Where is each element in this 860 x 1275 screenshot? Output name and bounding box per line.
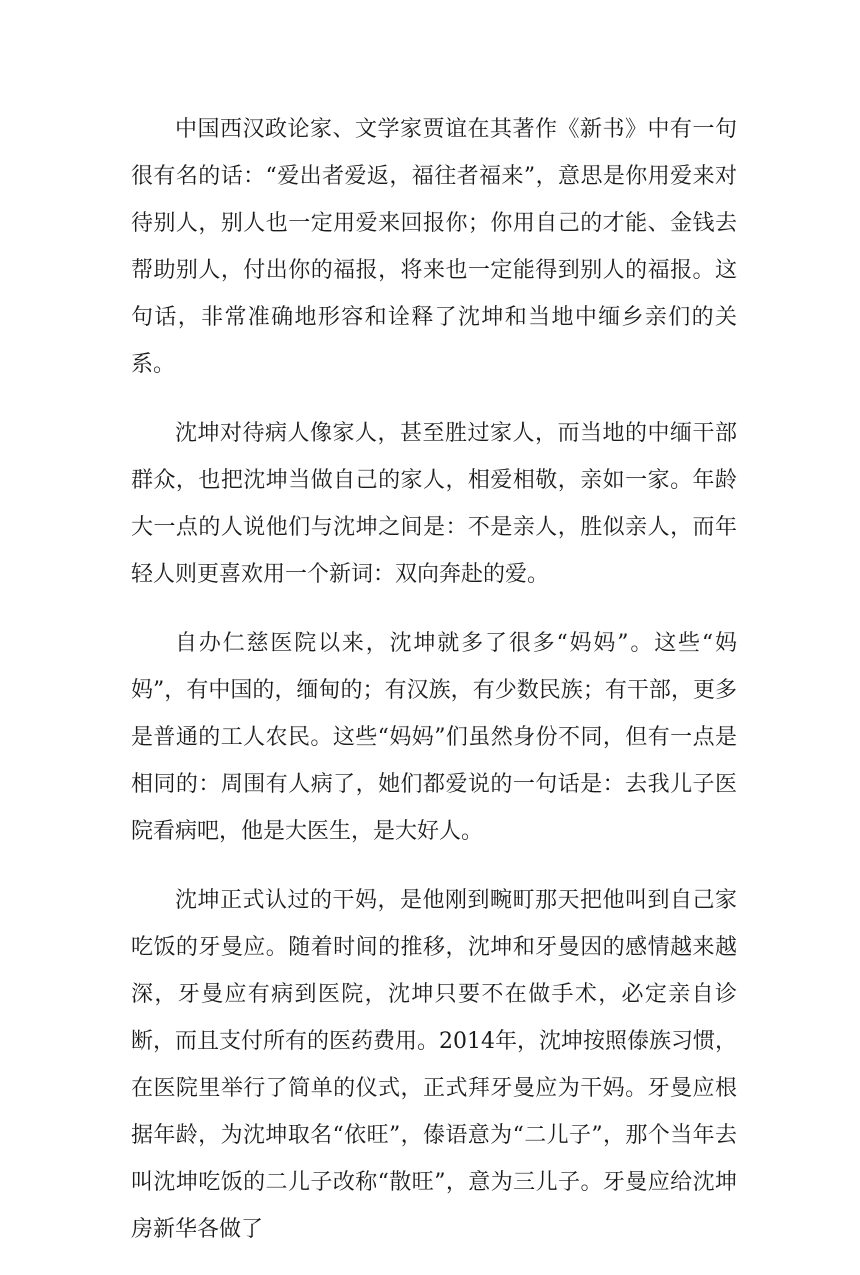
paragraph: 沈坤正式认过的干妈，是他刚到畹町那天把他叫到自己家吃饭的牙曼应。随着时间的推移，沈坤和牙曼因的感情越来越深，牙曼应有病到医院，沈坤只要不在做手术，必定亲自诊断，而且支付所有的医药费用。2014年，沈坤按照傣族习惯，在医院里举行了简单的仪式，正式拜牙曼应为干妈。牙曼应根据年龄，为沈坤取名“依旺”，傣语意为“二儿子”，那个当年去叫沈坤吃饭的二儿子改称“散旺”，意为三儿子。牙曼应给沈坤房新华各做了 <box>131 888 737 1242</box>
paragraph: 沈坤对待病人像家人，甚至胜过家人，而当地的中缅干部群众，也把沈坤当做自己的家人，相爱相敬，亲如一家。年龄大一点的人说他们与沈坤之间是：不是亲人，胜似亲人，而年轻人则更喜欢用一个新词：双向奔赴的爱。 <box>131 421 737 587</box>
paragraph: 自办仁慈医院以来，沈坤就多了很多“妈妈”。这些“妈妈”，有中国的，缅甸的；有汉族，有少数民族；有干部，更多是普通的工人农民。这些“妈妈”们虽然身份不同，但有一点是相同的：周围有人病了，她们都爱说的一句话是：去我儿子医院看病吧，他是大医生，是大好人。 <box>131 631 737 844</box>
paragraph: 中国西汉政论家、文学家贾谊在其著作《新书》中有一句很有名的话：“爱出者爱返，福往者福来”，意思是你用爱来对待别人，别人也一定用爱来回报你；你用自己的才能、金钱去帮助别人，付出你的福报，将来也一定能得到别人的福报。这句话，非常准确地形容和诠释了沈坤和当地中缅乡亲们的关系。 <box>131 117 737 377</box>
document-body <box>131 106 737 1275</box>
